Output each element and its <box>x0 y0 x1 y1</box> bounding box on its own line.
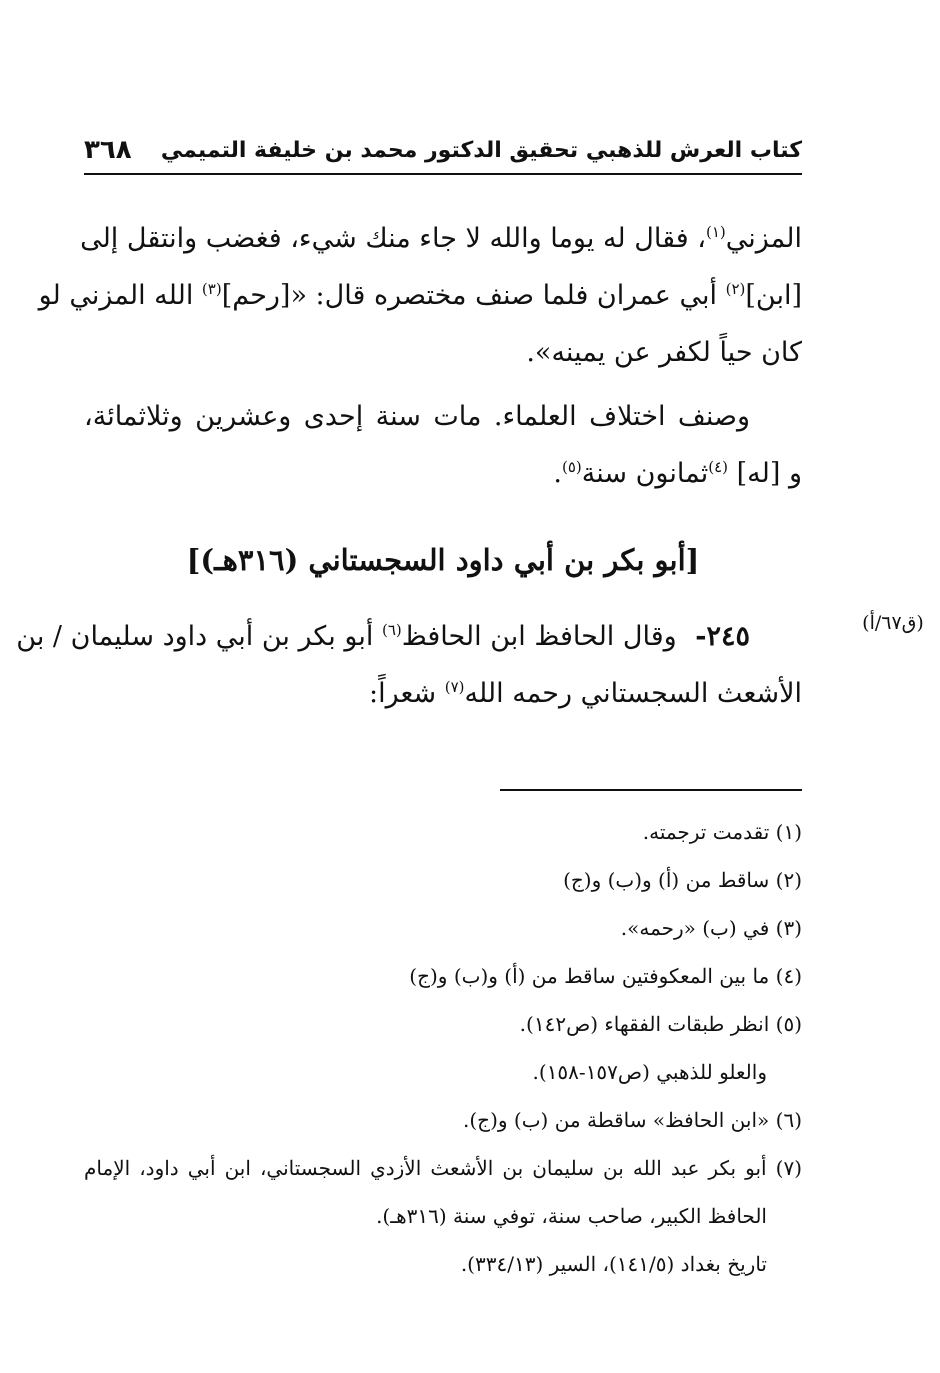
paragraph-1 <box>38 210 802 381</box>
paragraph-2-line-1: وصنف اختلاف العلماء. مات سنة إحدى وعشرين وثلاثمائة، <box>84 401 750 432</box>
footnote-7-continuation-2: تاريخ بغداد (١٤١/٥)، السير (٣٣٤/١٣). <box>460 1252 767 1276</box>
paragraph-3 <box>16 608 802 722</box>
footnote-2: (٢) ساقط من (أ) و(ب) و(ج) <box>563 868 802 892</box>
footnote-ref-6: (٦) <box>381 621 402 639</box>
footnote-ref-7: (٧) <box>444 678 465 696</box>
text-run: الأشعث السجستاني رحمه الله <box>464 678 802 709</box>
footnote-separator <box>500 789 802 791</box>
text-run: ، فقال له يوما والله لا جاء منك شيء، فغضب وانتقل إلى <box>80 223 706 254</box>
paragraph-1-line-1 <box>80 210 802 267</box>
text-run: ثمانون سنة <box>581 458 709 489</box>
paragraph-1-line-2 <box>38 267 802 324</box>
footnote-5-continuation: والعلو للذهبي (ص١٥٧-١٥٨). <box>532 1060 767 1084</box>
paragraph-3-line-2 <box>84 665 802 722</box>
text-run: و [له] <box>728 458 802 489</box>
footnote-ref-2: (٢) <box>725 280 746 298</box>
text-run: أبو بكر بن أبي داود سليمان / بن <box>16 621 382 652</box>
header-rule <box>84 173 802 175</box>
text-run: المزني <box>725 223 802 254</box>
paragraph-1-line-3: كان حياً لكفر عن يمينه». <box>526 337 802 368</box>
footnote-7-continuation-1: الحافظ الكبير، صاحب سنة، توفي سنة (٣١٦هـ). <box>376 1204 767 1228</box>
footnote-6: (٦) «ابن الحافظ» ساقطة من (ب) و(ج). <box>463 1108 802 1132</box>
text-run: الله المزني لو <box>38 280 202 311</box>
footnote-ref-4: (٤) <box>708 458 729 476</box>
paragraph-3-line-1 <box>16 608 802 665</box>
footnote-5: (٥) انظر طبقات الفقهاء (ص١٤٢). <box>519 1012 802 1036</box>
footnote-3: (٣) في (ب) «رحمه». <box>620 916 802 940</box>
footnote-ref-3: (٣) <box>201 280 222 298</box>
footnote-4: (٤) ما بين المعكوفتين ساقط من (أ) و(ب) و(ج) <box>409 964 802 988</box>
footnote-ref-1: (١) <box>705 223 726 241</box>
text-run: أبي عمران فلما صنف مختصره قال: «[رحم] <box>221 280 726 311</box>
paragraph-2 <box>84 388 802 502</box>
footnotes <box>84 808 802 1288</box>
paragraph-2-line-2 <box>84 445 802 502</box>
running-head <box>84 128 802 172</box>
page-number: ٣٦٨ <box>84 135 132 165</box>
manuscript-margin-note: (ق٦٧/أ) <box>862 612 924 634</box>
footnote-7: (٧) أبو بكر عبد الله بن سليمان بن الأشعث الأزدي السجستاني، ابن أبي داود، الإمام <box>84 1156 802 1180</box>
running-head-title: كتاب العرش للذهبي تحقيق الدكتور محمد بن خليفة التميمي <box>160 137 802 163</box>
text-run: . <box>553 458 562 489</box>
text-run: [ابن] <box>745 280 802 311</box>
text-run: شعراً: <box>368 678 445 709</box>
text-run: وقال الحافظ ابن الحافظ <box>401 621 686 652</box>
item-number: ٢٤٥- <box>695 621 750 652</box>
footnote-ref-5: (٥) <box>561 458 582 476</box>
footnote-1: (١) تقدمت ترجمته. <box>642 820 802 844</box>
section-title: [أبو بكر بن أبي داود السجستاني (٣١٦هـ)] <box>186 543 700 577</box>
